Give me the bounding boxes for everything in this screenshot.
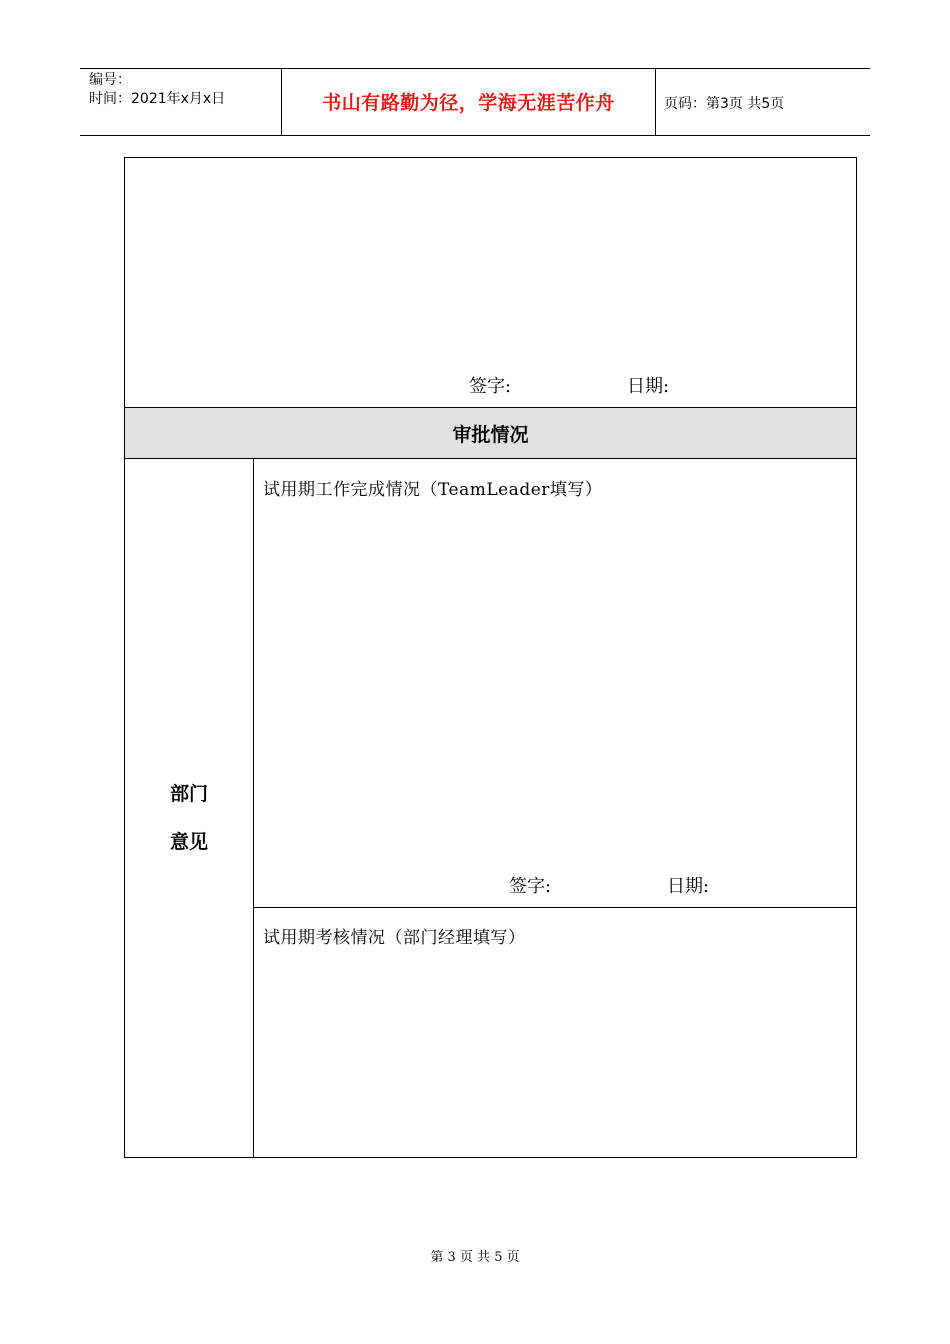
department-opinion-label [124, 770, 254, 866]
work-completion-cell[interactable] [253, 458, 857, 908]
page-footer: 第 3 页 共 5 页 [430, 1250, 520, 1265]
header-time-label: 时间：2021年x月x日 [89, 91, 226, 107]
header-motto: 书山有路勤为径，学海无涯苦作舟 [322, 92, 615, 114]
header-divider-right [655, 68, 656, 135]
approval-section-header: 审批情况 [124, 407, 857, 459]
top-sign-label: 签字: [469, 376, 512, 397]
header-number-label: 编号： [89, 72, 131, 88]
work-completion-sign-label: 签字: [509, 876, 552, 897]
header-meta [89, 71, 225, 109]
previous-section-box [124, 157, 857, 408]
header-page-info: 页码：第3页 共5页 [664, 96, 785, 112]
department-label-line2: 意见 [169, 831, 208, 853]
header-bottom-rule [80, 135, 870, 136]
department-label-line1: 部门 [169, 783, 208, 805]
work-completion-title: 试用期工作完成情况（TeamLeader填写） [263, 480, 603, 500]
assessment-title: 试用期考核情况（部门经理填写） [263, 928, 526, 948]
work-completion-date-label: 日期: [667, 876, 710, 897]
top-date-label: 日期: [627, 376, 670, 397]
